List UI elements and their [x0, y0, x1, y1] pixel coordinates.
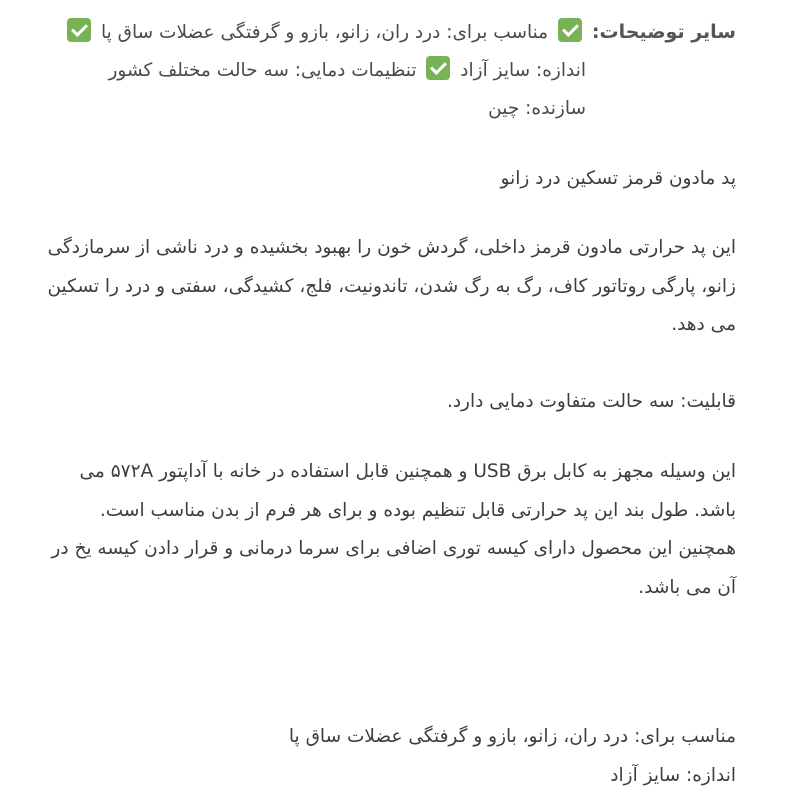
other-specs-row	[44, 14, 736, 128]
description-paragraph-1: این پد حرارتی مادون قرمز داخلی، گردش خون را بهبود بخشیده و درد ناشی از سرمازدگی زانو، پارگی روتاتور کاف، رگ به رگ شدن، تاندونیت، فلج، کشیدگی، سفتی و درد را تسکین می دهد.	[47, 237, 736, 335]
capability-paragraph: قابلیت: سه حالت متفاوت دمایی دارد.	[446, 391, 736, 412]
spec-item-temperature: تنظیمات دمایی: سه حالت مختلف کشور سازنده: چین	[108, 60, 586, 119]
check-mark-icon	[426, 56, 450, 80]
size-line: اندازه: سایز آزاد	[610, 765, 736, 786]
description-paragraph-2: این وسیله مجهز به کابل برق USB و همچنین قابل استفاده در خانه با آداپتور ۵۷۲A می باشد. طول بند این پد حرارتی قابل تنظیم بوده و برای هر فرم از بدن مناسب است. همچنین این محصول دارای کیسه توری اضافی برای سرما درمانی و قرار دادن کیسه یخ در آن می باشد.	[51, 461, 736, 598]
spec-item-suitable: مناسب برای: درد ران، زانو، بازو و گرفتگی عضلات ساق پا	[101, 22, 549, 43]
check-mark-icon	[558, 18, 582, 42]
check-mark-icon	[67, 18, 91, 42]
spec-item-size: اندازه: سایز آزاد	[460, 60, 586, 81]
other-specs-label: سایر توضیحات:	[591, 21, 736, 43]
suitable-for-line: مناسب برای: درد ران، زانو، بازو و گرفتگی عضلات ساق پا	[288, 726, 736, 747]
other-specs-value	[44, 14, 586, 128]
product-title: پد مادون قرمز تسکین درد زانو	[500, 168, 736, 189]
